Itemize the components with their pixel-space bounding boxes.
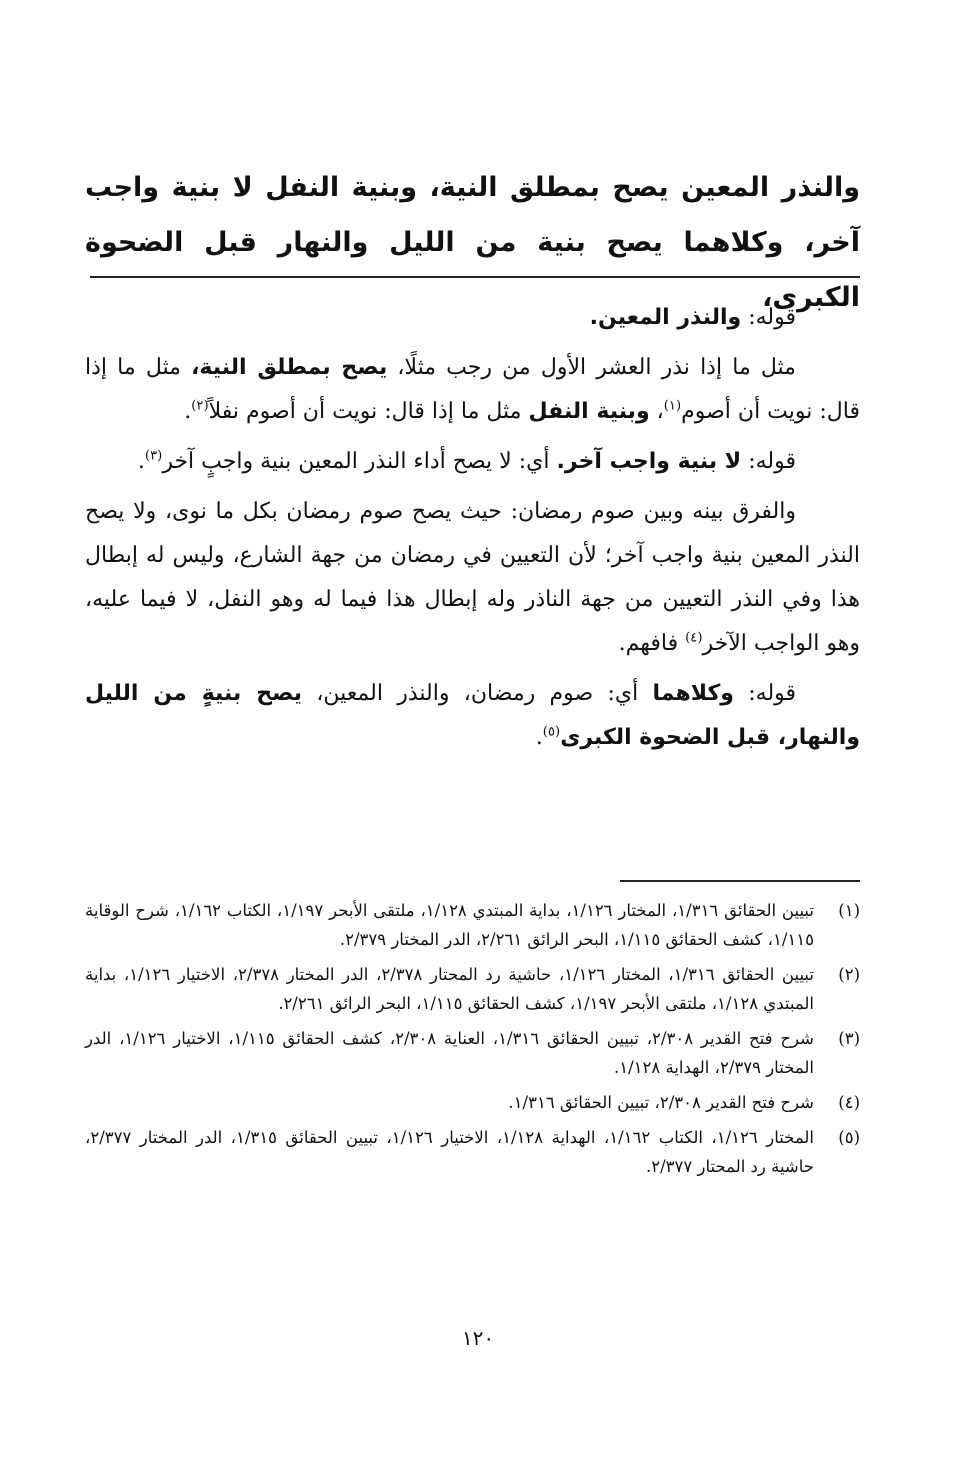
footnote-marker[interactable]: (٢) [191,398,209,414]
qawluhu-label: قوله: [748,305,796,330]
footnote-separator-rule [620,880,860,882]
footnote-item [85,1123,860,1181]
quoted-phrase: لا بنية واجب آخر. [556,449,742,474]
matn-text: والنذر المعين يصح بمطلق النية، وبنية النفل لا بنية واجب آخر، وكلاهما يصح بنية من الليل والنهار قبل الضحوة الكبرى، [85,172,860,313]
text-span: أي: صوم رمضان، والنذر المعين، [316,681,639,706]
quoted-heading: والنذر المعين. [589,305,742,330]
text-span: مثل ما إذا نذر العشر الأول من رجب مثلًا، [397,355,796,380]
commentary-paragraph-4 [85,490,860,666]
footnote-text: المختار ١/١٢٦، الكتاب ١/١٦٢، الهداية ١/١٢٨، الاختيار ١/١٢٦، تبيين الحقائق ١/٣١٥، الدر المختار ٢/٣٧٧، حاشية رد المحتار ٢/٣٧٧. [85,1128,814,1176]
text-span: . [137,449,145,474]
quoted-phrase: يصح بمطلق النية، [191,355,388,380]
commentary-paragraph-2 [85,346,860,434]
text-span: مثل ما إذا قال: نويت أن أصوم نفلاً [208,399,522,424]
footnote-text: شرح فتح القدير ٢/٣٠٨، تبيين الحقائق ١/٣١٦، العناية ٢/٣٠٨، كشف الحقائق ١/١١٥، الاختيار ١/١٢٦، الدر المختار ٢/٣٧٩، الهداية ١/١٢٨. [85,1029,814,1077]
text-span: ، [656,399,664,424]
text-span: مثل ما إذا قال: نويت أن أصوم [85,355,860,424]
matn-separator-rule [90,276,860,278]
commentary-paragraph-1 [85,296,860,340]
footnote-number: (٤) [838,1093,860,1112]
page-number: ١٢٠ [461,1326,495,1350]
footnote-text: شرح فتح القدير ٢/٣٠٨، تبيين الحقائق ١/٣١٦. [508,1093,814,1112]
footnote-marker[interactable]: (٣) [144,448,163,464]
footnote-marker[interactable]: (٥) [542,724,561,740]
footnote-item [85,896,860,954]
footnote-number: (١) [838,901,860,920]
qawluhu-label: قوله: [748,681,797,706]
quoted-phrase: يصح بنيةٍ من الليل والنهار، قبل الضحوة الكبرى [85,681,860,750]
text-span: . [184,399,192,424]
footnote-marker[interactable]: (٤) [685,630,703,646]
footnote-number: (٣) [838,1029,860,1048]
quoted-phrase: وكلاهما [652,681,734,706]
text-span: . [535,725,543,750]
text-span: فافهم. [618,631,686,656]
footnote-item [85,1024,860,1082]
commentary-paragraph-5 [85,672,860,760]
footnote-number: (٢) [838,965,860,984]
footnotes [85,896,860,1187]
footnote-marker[interactable]: (١) [663,398,682,414]
text-span: أي: لا يصح أداء النذر المعين بنية واجبٍ آخر [162,449,550,474]
footnote-text: تبيين الحقائق ١/٣١٦، المختار ١/١٢٦، بداية المبتدي ١/١٢٨، ملتقى الأبحر ١/١٩٧، الكتاب ١/١٦٢، شرح الوقاية ١/١١٥، كشف الحقائق ١/١١٥، البحر الرائق ٢/٢٦١، الدر المختار ٢/٣٧٩. [85,901,815,949]
qawluhu-label: قوله: [748,449,796,474]
footnote-item [85,1088,860,1117]
footnote-text: تبيين الحقائق ١/٣١٦، المختار ١/١٢٦، حاشية رد المحتار ٢/٣٧٨، الدر المختار ٢/٣٧٨، الاختيار ١/١٢٦، بداية المبتدي ١/١٢٨، ملتقى الأبحر ١/١٩٧، كشف الحقائق ١/١١٥، البحر الرائق ٢/٢٦١. [85,965,815,1013]
footnote-item [85,960,860,1018]
text-span: والفرق بينه وبين صوم رمضان: حيث يصح صوم رمضان بكل ما نوى، ولا يصح النذر المعين بنية واجب آخر؛ لأن التعيين في رمضان من جهة الشارع، وليس له إبطال هذا وفي النذر التعيين من جهة الناذر وله إبطال هذا فيما له وهو النفل، لا فيما عليه، وهو الواجب الآخر [85,499,860,656]
commentary [85,296,860,766]
commentary-paragraph-3 [85,440,860,484]
quoted-phrase: وبنية النفل [528,399,650,424]
footnote-number: (٥) [838,1128,860,1147]
